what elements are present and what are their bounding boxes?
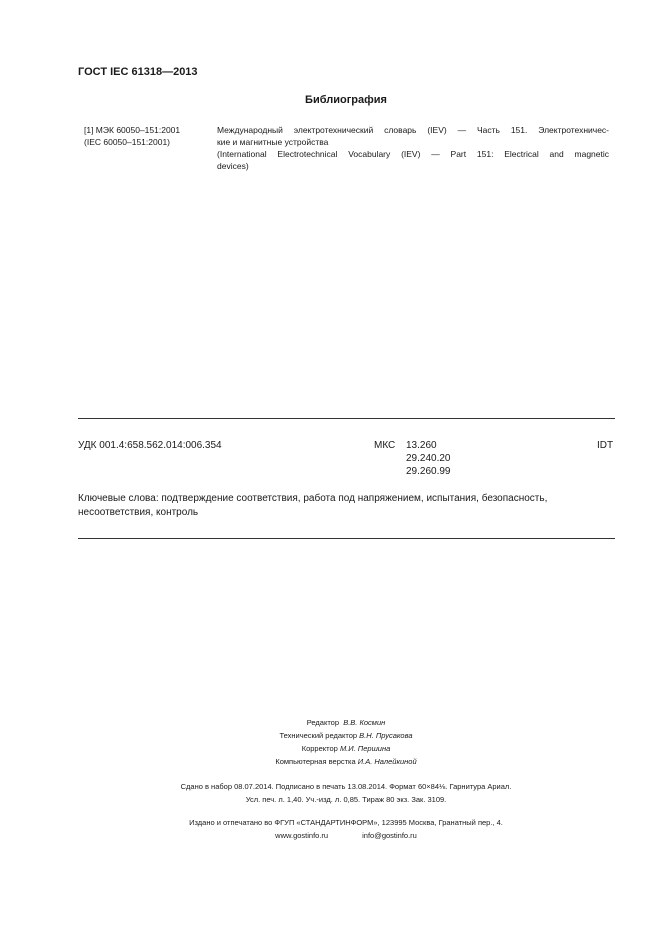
udk-code: УДК 001.4:658.562.014:006.354 [78, 440, 222, 451]
mks-codes [406, 439, 451, 478]
divider-bottom [78, 538, 615, 539]
credit-editor: Редактор В.В. Космин [306, 718, 386, 727]
ref-alt: (IEC 60050–151:2001) [84, 137, 171, 147]
email-link[interactable]: info@gostinfo.ru [362, 831, 417, 840]
credits-block [0, 716, 661, 768]
entry-line: Международный электротехнический словарь (IEV) — Часть 151. Электротехничес- [217, 125, 609, 135]
mks-code: 29.260.99 [406, 466, 451, 477]
bibliography-entry-text [217, 124, 609, 172]
publisher-line: Издано и отпечатано во ФГУП «СТАНДАРТИНФОРМ», 123995 Москва, Гранатный пер., 4. [189, 818, 503, 827]
imprint-block [0, 780, 661, 806]
bibliography-entry-ref [84, 124, 180, 148]
mks-code: 29.240.20 [406, 453, 451, 464]
mks-label: МКС [374, 440, 396, 451]
document-id: ГОСТ IEC 61318—2013 [78, 66, 198, 78]
bibliography-title: Библиография [305, 94, 387, 106]
idt-marker: IDT [597, 440, 614, 451]
imprint-line-2: Усл. печ. л. 1,40. Уч.-изд. л. 0,85. Тираж 80 экз. Зак. 3109. [245, 795, 447, 804]
credit-proofreader: Корректор М.И. Першина [301, 744, 391, 753]
website-link[interactable]: www.gostinfo.ru [275, 831, 329, 840]
entry-line: (International Electrotechnical Vocabulary (IEV) — Part 151: Electrical and magnetic [217, 149, 609, 159]
keywords: Ключевые слова: подтверждение соответствия, работа под напряжением, испытания, безопасность, несоответствия, контроль [78, 493, 548, 518]
divider-top [78, 418, 615, 419]
entry-line: кие и магнитные устройства [217, 137, 329, 147]
mks-code: 13.260 [406, 440, 437, 451]
entry-line: devices) [217, 161, 249, 171]
publisher-links [0, 829, 661, 842]
credit-layout: Компьютерная верстка И.А. Налейкиной [275, 757, 417, 766]
imprint-line-1: Сдано в набор 08.07.2014. Подписано в печать 13.08.2014. Формат 60×84⅛. Гарнитура Ариал. [180, 782, 512, 791]
publisher-block [0, 816, 661, 842]
credit-tech-editor: Технический редактор В.Н. Прусакова [279, 731, 413, 740]
ref-number: [1] МЭК 60050–151:2001 [84, 125, 181, 135]
